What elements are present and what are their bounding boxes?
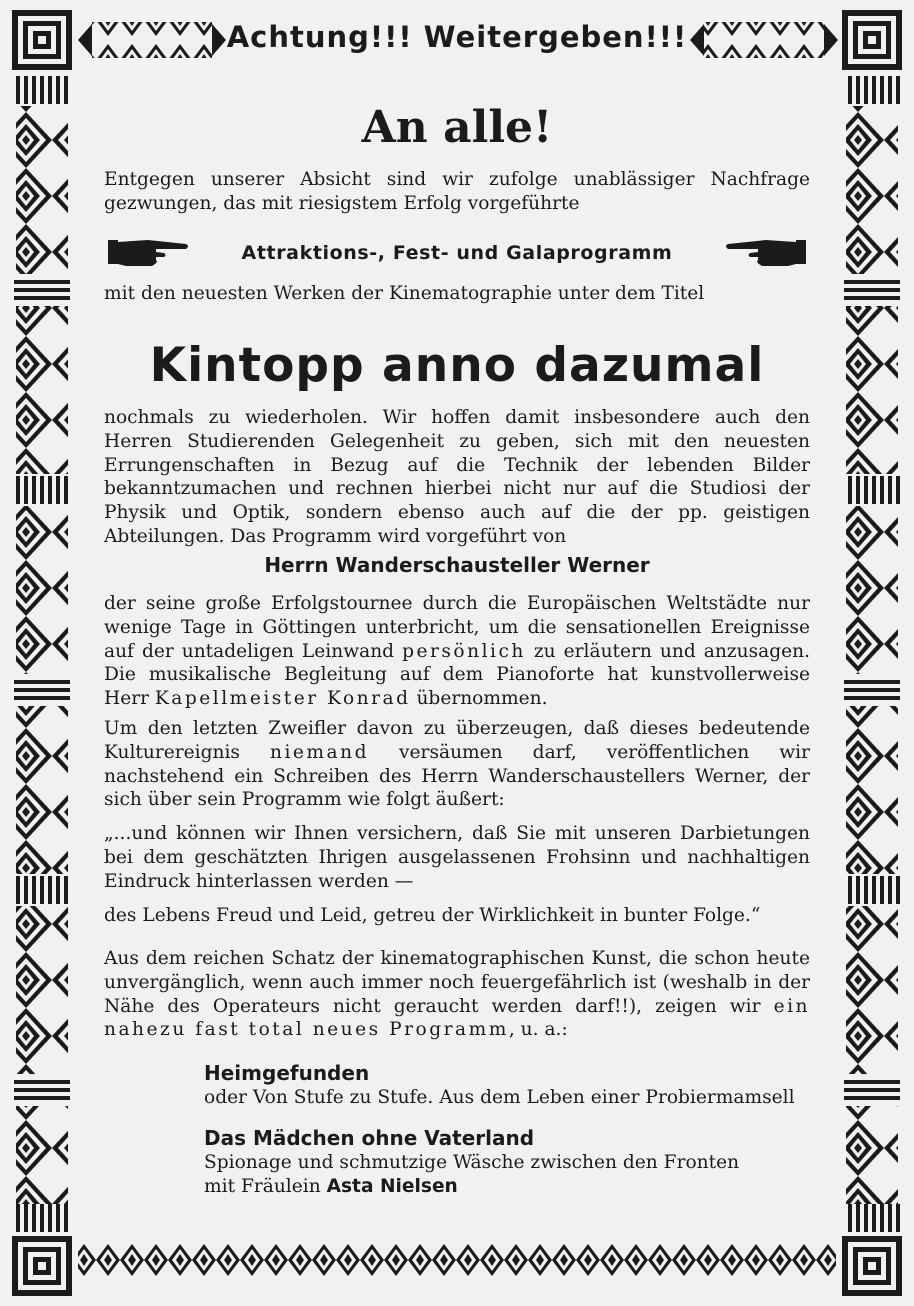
film-cast-line: [204, 1175, 814, 1199]
title-intro-line: mit den neuesten Werken der Kinematographie unter dem Titel: [104, 283, 705, 304]
paragraph-4-text-a: Aus dem reichen Schatz der kinematographischen Kunst, die schon heute unvergänglich, wenn auch immer noch feuergefährlich ist (weshalb in der Nähe des Operateurs nicht geraucht werden darf!!), zeigen wir: [104, 948, 810, 1017]
bottom-border-band: [78, 1244, 836, 1284]
headline: Achtung!!! Weitergeben!!!: [226, 20, 688, 54]
program-label: Attraktions-, Fest- und Galaprogramm: [241, 242, 673, 264]
paragraph-2-name: Kapellmeister Konrad: [154, 688, 411, 710]
paragraph-2-text-c: übernommen.: [410, 688, 548, 710]
corner-ornament-top-right: [842, 10, 902, 70]
paragraph-3-text-a: Um den letzten Zweifler davon zu überzeugen, daß dieses bedeutende Kulturereignis: [104, 718, 810, 763]
paragraph-2-text-a: der seine große Erfolgstournee durch die Europäischen Weltstädte nur wenige Tage in Göttingen unterbricht, um die sensationellen Ereignisse auf der untadeligen Leinwand: [104, 593, 810, 662]
paragraph-2-text-b: zu erläutern und anzusagen. Die musikalische Begleitung auf dem Pianoforte hat kunstvollerweise Herr: [104, 640, 810, 710]
film-subtitle: Spionage und schmutzige Wäsche zwischen den Fronten: [204, 1151, 740, 1173]
paragraph-4-emphasis: ein nahezu fast total neues Programm: [104, 995, 810, 1041]
salutation: An alle!: [361, 102, 553, 153]
film-cast-prefix: mit Fräulein: [204, 1175, 327, 1197]
film-subtitle: oder Von Stufe zu Stufe. Aus dem Leben einer Probiermamsell: [204, 1086, 795, 1108]
presenter-name: Herrn Wanderschausteller Werner: [264, 553, 650, 577]
paragraph-4-text-b: , u. a.:: [508, 1019, 568, 1041]
film-entry: [204, 1062, 814, 1110]
film-entry: [204, 1127, 814, 1198]
paragraph-3: [104, 717, 810, 812]
left-border-column: [14, 76, 70, 1232]
paragraph-3-text-b: versäumen darf, veröffentlichen wir nachstehend ein Schreiben des Herrn Wanderschaustellers Werner, der sich über sein Programm wie folgt äußert:: [104, 741, 810, 811]
paragraph-2: [104, 592, 810, 711]
paragraph-3-emphasis: niemand: [269, 741, 370, 763]
corner-ornament-top-left: [12, 10, 72, 70]
pointing-hand-right-icon: [108, 234, 190, 272]
film-title: Das Mädchen ohne Vaterland: [204, 1126, 535, 1150]
film-title: Heimgefunden: [204, 1061, 370, 1085]
paragraph-1: nochmals zu wiederholen. Wir hoffen damit insbesondere auch den Herren Studierenden Gelegenheit zu geben, sich mit den neuesten Errungenschaften in Bezug auf die Technik der lebenden Bilder bekanntzumachen und rechnen hierbei nicht nur auf die Studiosi der Physik und Optik, sondern ebenso auch auf die der pp. geistigen Abteilungen. Das Programm wird vorgeführt von: [104, 407, 810, 547]
corner-ornament-bottom-right: [842, 1236, 902, 1296]
quote-ending: des Lebens Freud und Leid, getreu der Wirklichkeit in bunter Folge.“: [104, 905, 761, 926]
intro-paragraph: Entgegen unserer Absicht sind wir zufolge unablässiger Nachfrage gezwungen, das mit riesigstem Erfolg vorgeführte: [104, 169, 810, 214]
quote-paragraph: „...und können wir Ihnen versichern, daß Sie mit unseren Darbietungen bei dem geschätzten Ihrigen ausgelassenen Frohsinn und nachhaltigen Eindruck hinterlassen werden —: [104, 823, 810, 892]
program-label-row: [104, 234, 810, 274]
film-star-name: Asta Nielsen: [326, 1175, 458, 1197]
corner-ornament-bottom-left: [12, 1236, 72, 1296]
paragraph-4: [104, 947, 810, 1042]
right-border-column: [844, 76, 900, 1232]
main-title: Kintopp anno dazumal: [149, 338, 765, 393]
paragraph-2-emphasis: persönlich: [402, 640, 526, 662]
pointing-hand-left-icon: [724, 234, 806, 272]
